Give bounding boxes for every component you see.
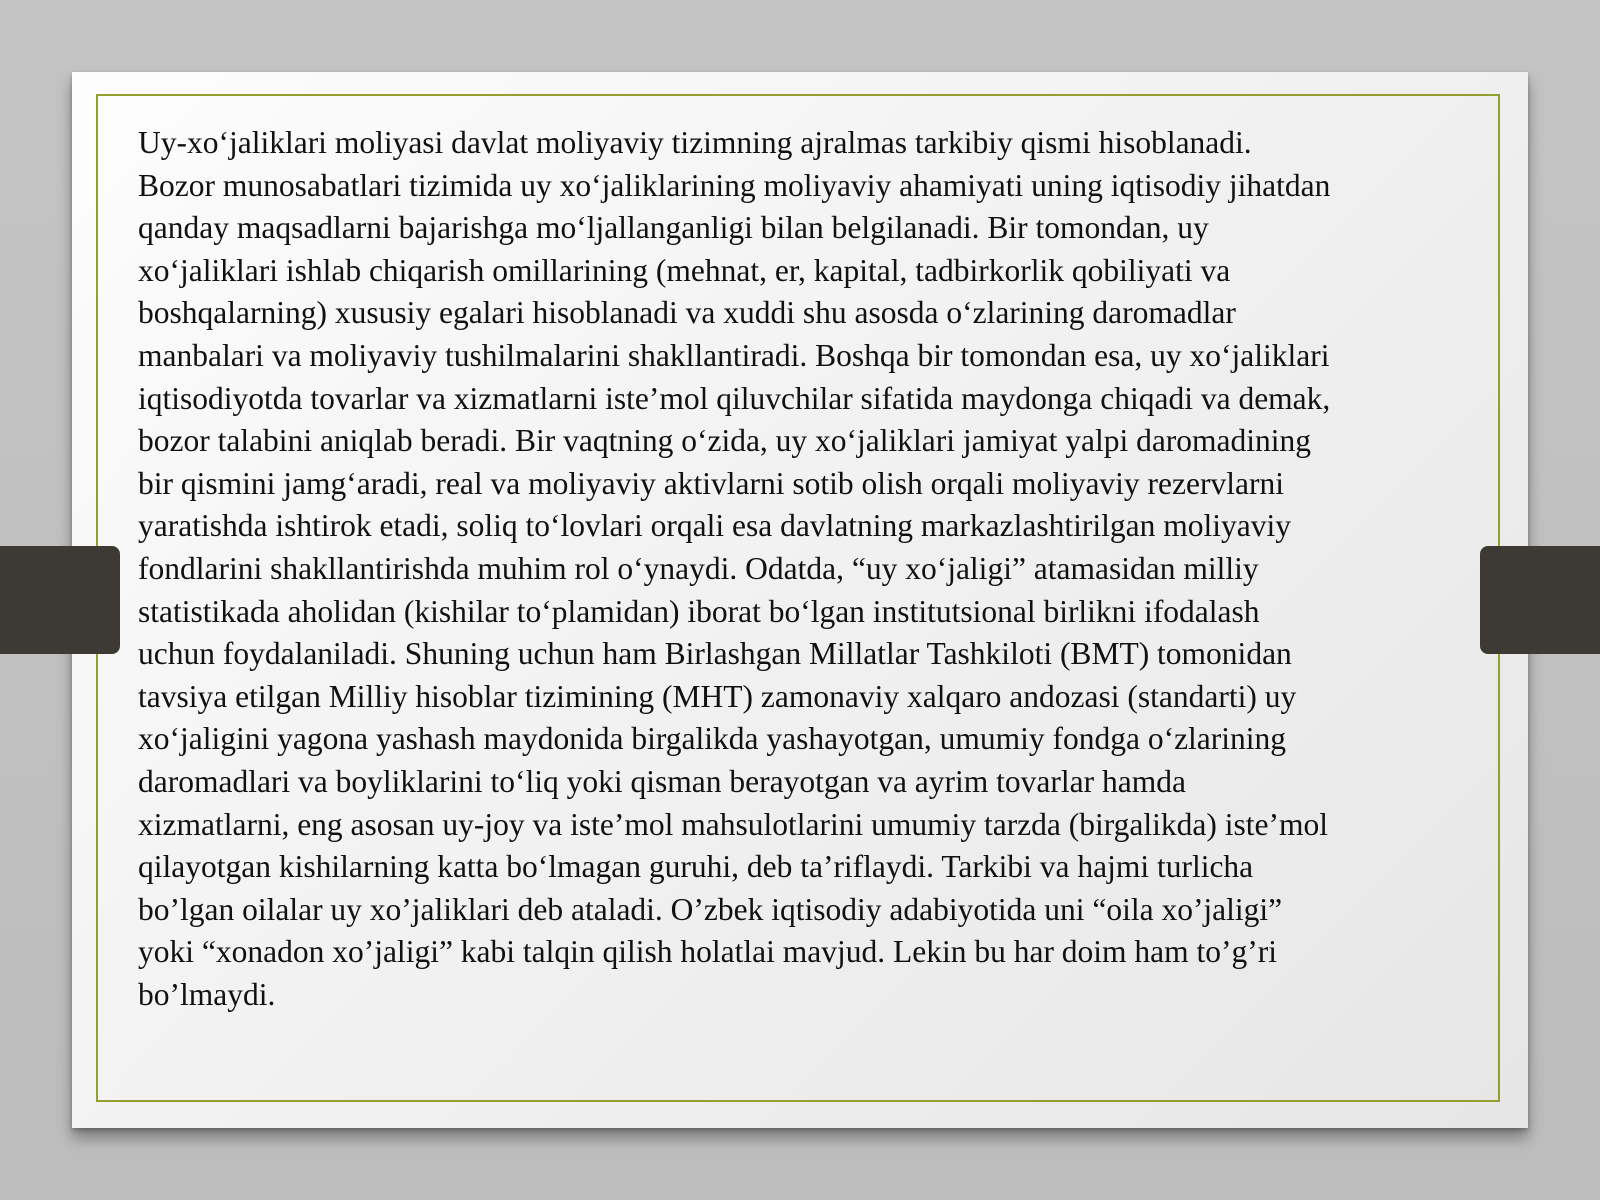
text-line-17: xizmatlarni, eng asosan uy-joy va iste’mol mahsulotlarini umumiy tarzda (birgalikda) iste’mol (138, 806, 1329, 842)
text-line-5: boshqalarning) xususiy egalari hisoblanadi va xuddi shu asosda o‘zlarining daromadlar (138, 295, 1236, 331)
text-line-9: bir qismini jamg‘aradi, real va moliyaviy aktivlarni sotib olish orqali moliyaviy rezervlarni (138, 465, 1284, 501)
text-line-6: manbalari va moliyaviy tushilmalarini shakllantiradi. Boshqa bir tomondan esa, uy xo‘jaliklari (138, 337, 1330, 373)
text-line-18: qilayotgan kishilarning katta bo‘lmagan guruhi, deb ta’riflaydi. Tarkibi va hajmi turlicha (138, 849, 1254, 885)
body-text (138, 122, 1478, 1016)
text-line-13: uchun foydalaniladi. Shuning uchun ham Birlashgan Millatlar Tashkiloti (BMT) tomonidan (138, 636, 1292, 672)
text-line-4: xo‘jaliklari ishlab chiqarish omillarining (mehnat, er, kapital, tadbirkorlik qobiliyati va (138, 252, 1231, 288)
text-line-2: Bozor munosabatlari tizimida uy xo‘jaliklarining moliyaviy ahamiyati uning iqtisodiy jihatdan (138, 167, 1331, 203)
text-line-15: xo‘jaligini yagona yashash maydonida birgalikda yashayotgan, umumiy fondga o‘zlarining (138, 721, 1287, 757)
text-line-20: yoki “xonadon xo’jaligi” kabi talqin qilish holatlai mavjud. Lekin bu har doim ham to’g’ri (138, 934, 1278, 970)
text-line-14: tavsiya etilgan Milliy hisoblar tizimining (MHT) zamonaviy xalqaro andozasi (standarti) uy (138, 678, 1297, 714)
left-side-band (0, 546, 120, 654)
right-side-band (1480, 546, 1600, 654)
text-line-10: yaratishda ishtirok etadi, soliq to‘lovlari orqali esa davlatning markazlashtirilgan moliyaviy (138, 508, 1291, 544)
text-line-8: bozor talabini aniqlab beradi. Bir vaqtning o‘zida, uy xo‘jaliklari jamiyat yalpi daromadining (138, 423, 1312, 459)
text-line-1: Uy-xo‘jaliklari moliyasi davlat moliyaviy tizimning ajralmas tarkibiy qismi hisoblanadi. (138, 125, 1252, 160)
text-line-12: statistikada aholidan (kishilar to‘plamidan) iborat bo‘lgan institutsional birlikni ifodalash (138, 593, 1260, 629)
text-line-7: iqtisodiyotda tovarlar va xizmatlarni iste’mol qiluvchilar sifatida maydonga chiqadi va demak, (138, 380, 1331, 416)
text-line-11: fondlarini shakllantirishda muhim rol o‘ynaydi. Odatda, “uy xo‘jaligi” atamasidan milliy (138, 550, 1259, 586)
text-line-3: qanday maqsadlarni bajarishga mo‘ljallanganligi bilan belgilanadi. Bir tomondan, uy (138, 210, 1209, 246)
text-line-21: bo’lmaydi. (138, 976, 276, 1012)
text-line-19: bo’lgan oilalar uy xo’jaliklari deb ataladi. O’zbek iqtisodiy adabiyotida uni “oila xo’jaligi” (138, 891, 1283, 927)
text-line-16: daromadlari va boyliklarini to‘liq yoki qisman berayotgan va ayrim tovarlar hamda (138, 763, 1186, 799)
